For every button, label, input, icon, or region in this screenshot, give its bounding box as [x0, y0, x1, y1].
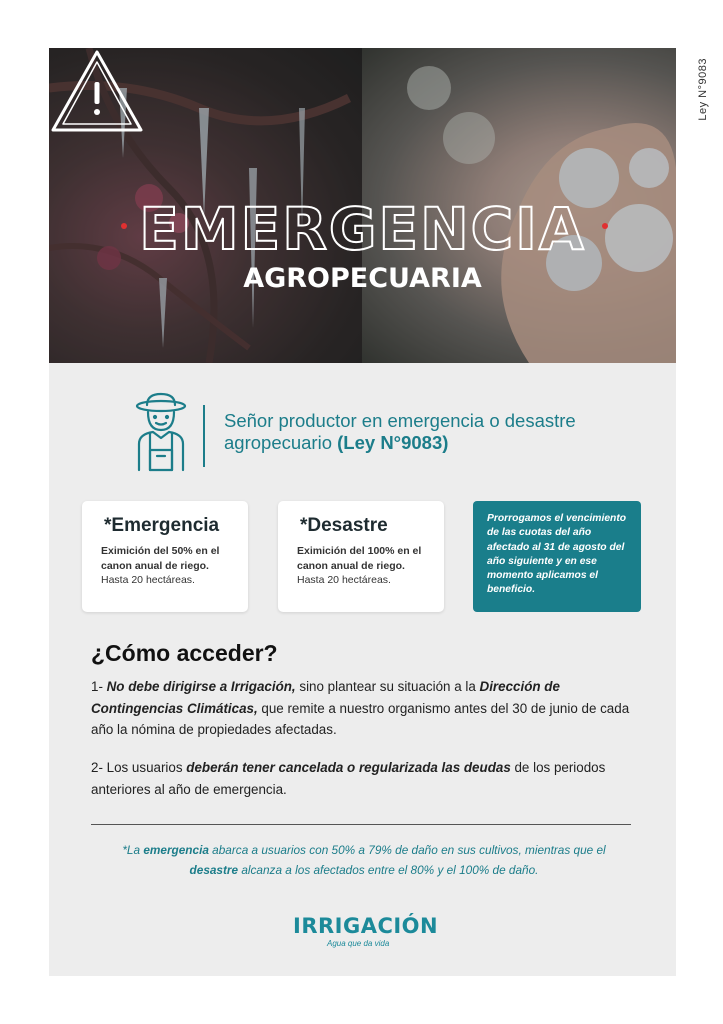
law-side-label: Ley N°9083 [697, 58, 709, 121]
intro-text [224, 410, 644, 454]
divider [91, 824, 631, 825]
card-emergencia-limit: Hasta 20 hectáreas. [101, 574, 195, 586]
card-emergencia-title: *Emergencia [104, 515, 220, 536]
poster [49, 48, 676, 976]
intro-text-main: Señor productor en emergencia o desastre agropecuario [224, 410, 576, 453]
intro-divider [203, 405, 205, 467]
intro-law-ref: (Ley N°9083) [337, 432, 449, 453]
card-desastre-benefit: Eximición del 100% en el canon anual de riego. [297, 545, 422, 572]
step-1-agency: Dirección de Contingencias Climáticas, [91, 679, 560, 716]
hero-title: EMERGENCIA [139, 195, 586, 263]
footnote-a: *La [122, 843, 144, 857]
step-2-text-a: 2- Los usuarios [91, 760, 187, 775]
step-1-emphasis: No debe dirigirse a Irrigación, [106, 679, 296, 694]
notice-box [473, 501, 641, 612]
irrigacion-logo: IRRIGACIÓN [293, 914, 439, 938]
how-to-access-heading: ¿Cómo acceder? [91, 640, 278, 666]
card-desastre [278, 501, 444, 612]
card-emergencia [82, 501, 248, 612]
step-2-text-b: de los periodos anteriores al año de emergencia. [91, 760, 606, 797]
footnote [109, 840, 619, 880]
hero-subtitle: AGROPECUARIA [243, 263, 482, 294]
footnote-emergencia: emergencia [143, 843, 209, 857]
hero-banner [49, 48, 676, 363]
card-desastre-title: *Desastre [300, 515, 388, 536]
step-1-text-b: que remite a nuestro organismo antes del 30 de junio de cada año la nómina de propiedades afectadas. [91, 700, 630, 737]
footnote-desastre: desastre [189, 863, 239, 877]
step-2 [91, 757, 651, 800]
step-1-number: 1- [91, 679, 107, 694]
warning-triangle-icon [49, 48, 145, 134]
farmer-icon [135, 392, 187, 472]
footnote-c: abarca a usuarios con 50% a 79% de daño en sus cultivos, mientras que el [208, 843, 606, 857]
card-desastre-limit: Hasta 20 hectáreas. [297, 574, 391, 586]
card-emergencia-benefit: Eximición del 50% en el canon anual de riego. [101, 545, 220, 572]
footnote-e: alcanza a los afectados entre el 80% y el 100% de daño. [238, 863, 539, 877]
notice-text: Prorrogamos el vencimiento de las cuotas del año afectado al 31 de agosto del año siguiente y en ese momento aplicamos el beneficio. [487, 513, 627, 596]
step-2-emphasis: deberán tener cancelada o regularizada las deudas [186, 760, 511, 775]
step-1 [91, 676, 651, 741]
step-1-text-a: sino plantear su situación a la [295, 679, 480, 694]
logo-tagline: Agua que da vida [327, 939, 390, 948]
